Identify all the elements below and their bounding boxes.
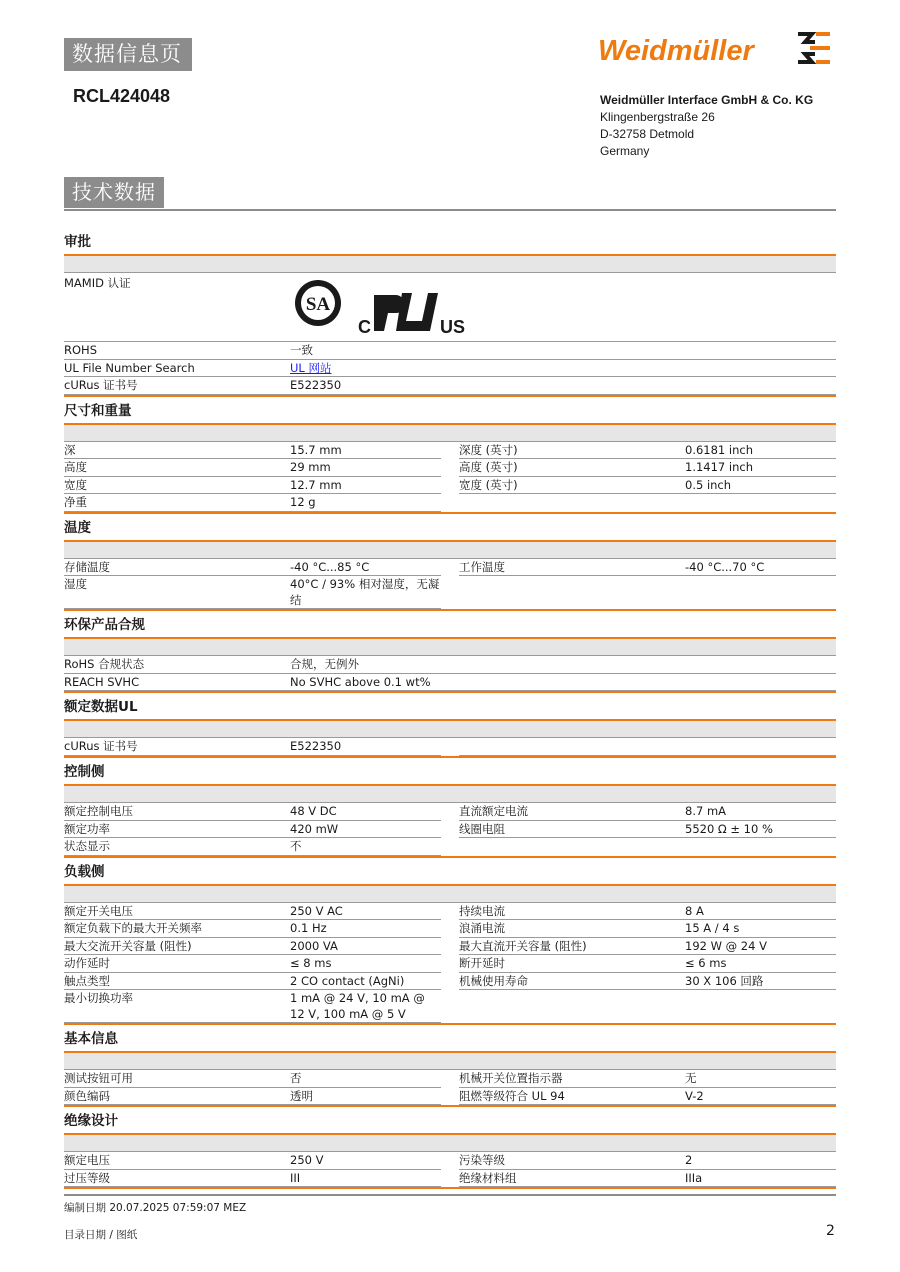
spec-label: 机械使用寿命 xyxy=(459,973,528,988)
spec-label: UL File Number Search xyxy=(64,360,195,375)
group-end-line xyxy=(64,395,836,397)
footer-created-date: 编制日期 20.07.2025 07:59:07 MEZ xyxy=(64,1202,247,1214)
spec-columns xyxy=(64,559,836,610)
spec-row xyxy=(64,973,441,991)
spec-row xyxy=(64,738,441,756)
spec-value: 透明 xyxy=(290,1088,313,1103)
spec-value: No SVHC above 0.1 wt% xyxy=(290,674,431,689)
cert-logos xyxy=(290,273,472,341)
spec-row xyxy=(459,920,836,938)
group-title: 基本信息 xyxy=(64,1027,836,1053)
spec-row xyxy=(459,903,836,921)
group-band xyxy=(64,886,836,903)
spec-value: E522350 xyxy=(290,739,342,753)
spec-label: 阻燃等级符合 UL 94 xyxy=(459,1088,565,1103)
spec-value: 40°C / 93% 相对湿度，无凝结 xyxy=(290,577,440,607)
spec-value: -40 °C...85 °C xyxy=(290,559,370,574)
spec-label: 最小切换功率 xyxy=(64,991,133,1005)
spec-row xyxy=(459,559,836,577)
mamid-cert-row xyxy=(64,273,836,342)
group-title: 环保产品合规 xyxy=(64,613,836,639)
spec-column-right xyxy=(459,559,836,610)
spec-label: 宽度 (英寸) xyxy=(459,477,518,492)
group-title: 温度 xyxy=(64,516,836,542)
spec-label: 持续电流 xyxy=(459,903,505,918)
group-band xyxy=(64,1053,836,1070)
spec-row xyxy=(64,559,441,577)
spec-row xyxy=(64,494,441,512)
spec-value: IIIa xyxy=(685,1170,703,1185)
spec-row xyxy=(64,838,441,856)
spec-column-right xyxy=(459,903,836,1024)
spec-label: 过压等级 xyxy=(64,1170,110,1185)
spec-row xyxy=(459,1152,836,1170)
spec-value: 0.5 inch xyxy=(685,477,732,492)
spec-label: 高度 (英寸) xyxy=(459,460,518,474)
spec-row xyxy=(64,990,441,1023)
spec-column-left xyxy=(64,738,441,756)
spec-row xyxy=(459,1170,836,1188)
spec-label: 颜色编码 xyxy=(64,1088,110,1103)
spec-group xyxy=(64,516,836,612)
group-band xyxy=(64,786,836,803)
ul-website-link[interactable]: UL 网站 xyxy=(290,360,332,375)
page-number: 2 xyxy=(826,1223,835,1239)
spec-label: 触点类型 xyxy=(64,973,110,988)
address-street: Klingenbergstraße 26 xyxy=(600,110,715,124)
spec-value: 0.6181 inch xyxy=(685,442,753,457)
spec-row xyxy=(64,442,441,460)
spec-column-left xyxy=(64,559,441,610)
spec-label: 绝缘材料组 xyxy=(459,1170,517,1185)
spec-columns xyxy=(64,1070,836,1105)
spec-value: 192 W @ 24 V xyxy=(685,938,767,953)
group-end-line xyxy=(64,1187,836,1189)
ul-recognized-mark-icon xyxy=(358,293,465,337)
spec-label: MAMID 认证 xyxy=(64,276,131,290)
spec-group xyxy=(64,1109,836,1189)
spec-value: 合规，无例外 xyxy=(290,657,359,671)
spec-row xyxy=(64,903,441,921)
spec-value: 1.1417 inch xyxy=(685,460,753,474)
spec-value: 250 V AC xyxy=(290,903,343,918)
spec-label: 额定功率 xyxy=(64,821,110,836)
spec-label: 深 xyxy=(64,442,76,457)
group-title: 尺寸和重量 xyxy=(64,399,836,425)
spec-column-left xyxy=(64,1152,441,1187)
spec-label: 额定电压 xyxy=(64,1153,110,1167)
address-country: Germany xyxy=(600,144,650,158)
spec-row xyxy=(459,955,836,973)
spec-label: RoHS 合规状态 xyxy=(64,657,145,671)
group-band xyxy=(64,256,836,273)
spec-label: 深度 (英寸) xyxy=(459,442,518,457)
spec-row xyxy=(64,1152,441,1170)
spec-row xyxy=(459,1070,836,1088)
brand-logo-text: Weidmüller xyxy=(598,35,754,67)
spec-label: 额定负载下的最大开关频率 xyxy=(64,921,202,935)
spec-label: 直流额定电流 xyxy=(459,804,528,818)
spec-value: 2000 VA xyxy=(290,938,338,953)
spec-columns xyxy=(64,1152,836,1187)
spec-value: 否 xyxy=(290,1071,302,1085)
spec-label: 测试按钮可用 xyxy=(64,1071,133,1085)
spec-row-empty xyxy=(459,738,836,756)
spec-label: 宽度 xyxy=(64,477,87,492)
svg-text:SA: SA xyxy=(305,294,331,315)
spec-label: 最大交流开关容量 (阻性) xyxy=(64,938,192,953)
spec-row xyxy=(64,377,836,395)
spec-column-right xyxy=(459,1152,836,1187)
spec-row xyxy=(459,442,836,460)
spec-group xyxy=(64,695,836,758)
spec-value: 8 A xyxy=(685,903,704,918)
spec-group xyxy=(64,760,836,858)
footer-divider xyxy=(64,1194,836,1196)
spec-value: 12 g xyxy=(290,495,316,509)
spec-row xyxy=(64,360,836,378)
spec-row xyxy=(64,955,441,973)
brand-logo-mark-icon xyxy=(798,34,830,62)
spec-group xyxy=(64,230,836,397)
spec-column-right xyxy=(459,803,836,856)
footer-catalog-date: 目录日期 / 图纸 xyxy=(64,1229,138,1241)
product-number: RCL424048 xyxy=(73,86,171,106)
spec-column xyxy=(64,342,836,395)
spec-row xyxy=(459,803,836,821)
spec-column-right xyxy=(459,738,836,756)
spec-row xyxy=(459,477,836,495)
spec-value: 8.7 mA xyxy=(685,804,727,818)
spec-value: 2 CO contact (AgNi) xyxy=(290,973,405,988)
technical-data xyxy=(64,230,836,1191)
spec-column-right xyxy=(459,442,836,512)
spec-value: ≤ 6 ms xyxy=(685,956,727,970)
spec-row xyxy=(64,920,441,938)
spec-columns xyxy=(64,442,836,512)
spec-value: 5520 Ω ± 10 % xyxy=(685,821,773,836)
brand-logo xyxy=(598,28,838,68)
spec-row xyxy=(64,342,836,360)
spec-label: 线圈电阻 xyxy=(459,821,505,836)
group-band xyxy=(64,639,836,656)
spec-value: V-2 xyxy=(685,1088,704,1103)
group-title: 负载侧 xyxy=(64,860,836,886)
spec-row xyxy=(459,459,836,477)
spec-label: 额定开关电压 xyxy=(64,903,133,918)
spec-value: 一致 xyxy=(290,343,313,357)
spec-label: ROHS xyxy=(64,343,97,357)
group-band xyxy=(64,1135,836,1152)
group-band xyxy=(64,425,836,442)
company-name: Weidmüller Interface GmbH & Co. KG xyxy=(600,93,814,107)
spec-value: 29 mm xyxy=(290,460,331,474)
spec-row xyxy=(64,821,441,839)
spec-label: 污染等级 xyxy=(459,1153,505,1167)
spec-value: 250 V xyxy=(290,1153,324,1167)
spec-label: cURus 证书号 xyxy=(64,378,138,392)
spec-column-right xyxy=(459,1070,836,1105)
spec-row xyxy=(64,1088,441,1106)
spec-row xyxy=(64,576,441,609)
group-title: 审批 xyxy=(64,230,836,256)
spec-label: 湿度 xyxy=(64,577,87,591)
spec-column-left xyxy=(64,442,441,512)
spec-label: 最大直流开关容量 (阻性) xyxy=(459,938,587,953)
spec-row xyxy=(64,656,836,674)
spec-columns xyxy=(64,738,836,756)
spec-row xyxy=(459,938,836,956)
spec-label: REACH SVHC xyxy=(64,674,140,689)
spec-label: 工作温度 xyxy=(459,559,505,574)
spec-row xyxy=(64,459,441,477)
spec-label: 额定控制电压 xyxy=(64,804,133,818)
group-end-line xyxy=(64,1023,836,1025)
group-band xyxy=(64,542,836,559)
spec-label: cURus 证书号 xyxy=(64,739,138,753)
spec-column-left xyxy=(64,803,441,856)
section-header xyxy=(64,177,836,211)
spec-column xyxy=(64,656,836,691)
spec-value: III xyxy=(290,1170,301,1185)
spec-label: 浪涌电流 xyxy=(459,921,505,935)
spec-columns xyxy=(64,903,836,1024)
spec-columns xyxy=(64,803,836,856)
spec-value: 15 A / 4 s xyxy=(685,921,740,935)
spec-group xyxy=(64,860,836,1026)
group-title: 控制侧 xyxy=(64,760,836,786)
spec-column-left xyxy=(64,1070,441,1105)
spec-label: 动作延时 xyxy=(64,956,110,970)
spec-value: 不 xyxy=(290,839,302,853)
spec-value: 12.7 mm xyxy=(290,477,342,492)
spec-column-left xyxy=(64,903,441,1024)
spec-label: 存储温度 xyxy=(64,559,110,574)
spec-row xyxy=(64,1170,441,1188)
spec-label: 断开延时 xyxy=(459,956,505,970)
spec-label: 状态显示 xyxy=(64,839,110,853)
spec-value: -40 °C...70 °C xyxy=(685,559,765,574)
group-end-line xyxy=(64,609,836,611)
spec-value: 无 xyxy=(685,1071,697,1085)
spec-value: 1 mA @ 24 V, 10 mA @ 12 V, 100 mA @ 5 V xyxy=(290,991,425,1021)
spec-value: 0.1 Hz xyxy=(290,921,327,935)
svg-text:C: C xyxy=(358,317,371,337)
address-city: D-32758 Detmold xyxy=(600,127,695,141)
spec-value: 2 xyxy=(685,1153,693,1167)
spec-value: 420 mW xyxy=(290,821,339,836)
group-band xyxy=(64,721,836,738)
spec-row xyxy=(459,1088,836,1106)
group-end-line xyxy=(64,691,836,693)
spec-value: 48 V DC xyxy=(290,804,337,818)
company-address xyxy=(600,92,813,160)
spec-value: E522350 xyxy=(290,378,342,392)
svg-text:US: US xyxy=(440,317,466,337)
spec-group xyxy=(64,399,836,514)
spec-row xyxy=(459,973,836,991)
spec-row xyxy=(64,1070,441,1088)
spec-row xyxy=(64,803,441,821)
spec-value: 15.7 mm xyxy=(290,442,342,457)
page-type-tag: 数据信息页 xyxy=(64,38,192,71)
section-title: 技术数据 xyxy=(64,177,164,208)
spec-label: 高度 xyxy=(64,460,87,474)
group-title: 绝缘设计 xyxy=(64,1109,836,1135)
group-title: 额定数据UL xyxy=(64,695,836,721)
spec-row xyxy=(459,821,836,839)
group-end-line xyxy=(64,1105,836,1107)
group-end-line xyxy=(64,756,836,758)
spec-row xyxy=(64,477,441,495)
spec-label: 净重 xyxy=(64,495,87,509)
group-end-line xyxy=(64,856,836,858)
csa-mark-icon xyxy=(295,280,341,326)
spec-group xyxy=(64,613,836,693)
spec-label: 机械开关位置指示器 xyxy=(459,1071,563,1085)
spec-row xyxy=(64,938,441,956)
group-end-line xyxy=(64,512,836,514)
spec-group xyxy=(64,1027,836,1107)
spec-value: 30 X 106 回路 xyxy=(685,973,764,988)
spec-value: ≤ 8 ms xyxy=(290,956,332,970)
spec-row xyxy=(64,674,836,692)
